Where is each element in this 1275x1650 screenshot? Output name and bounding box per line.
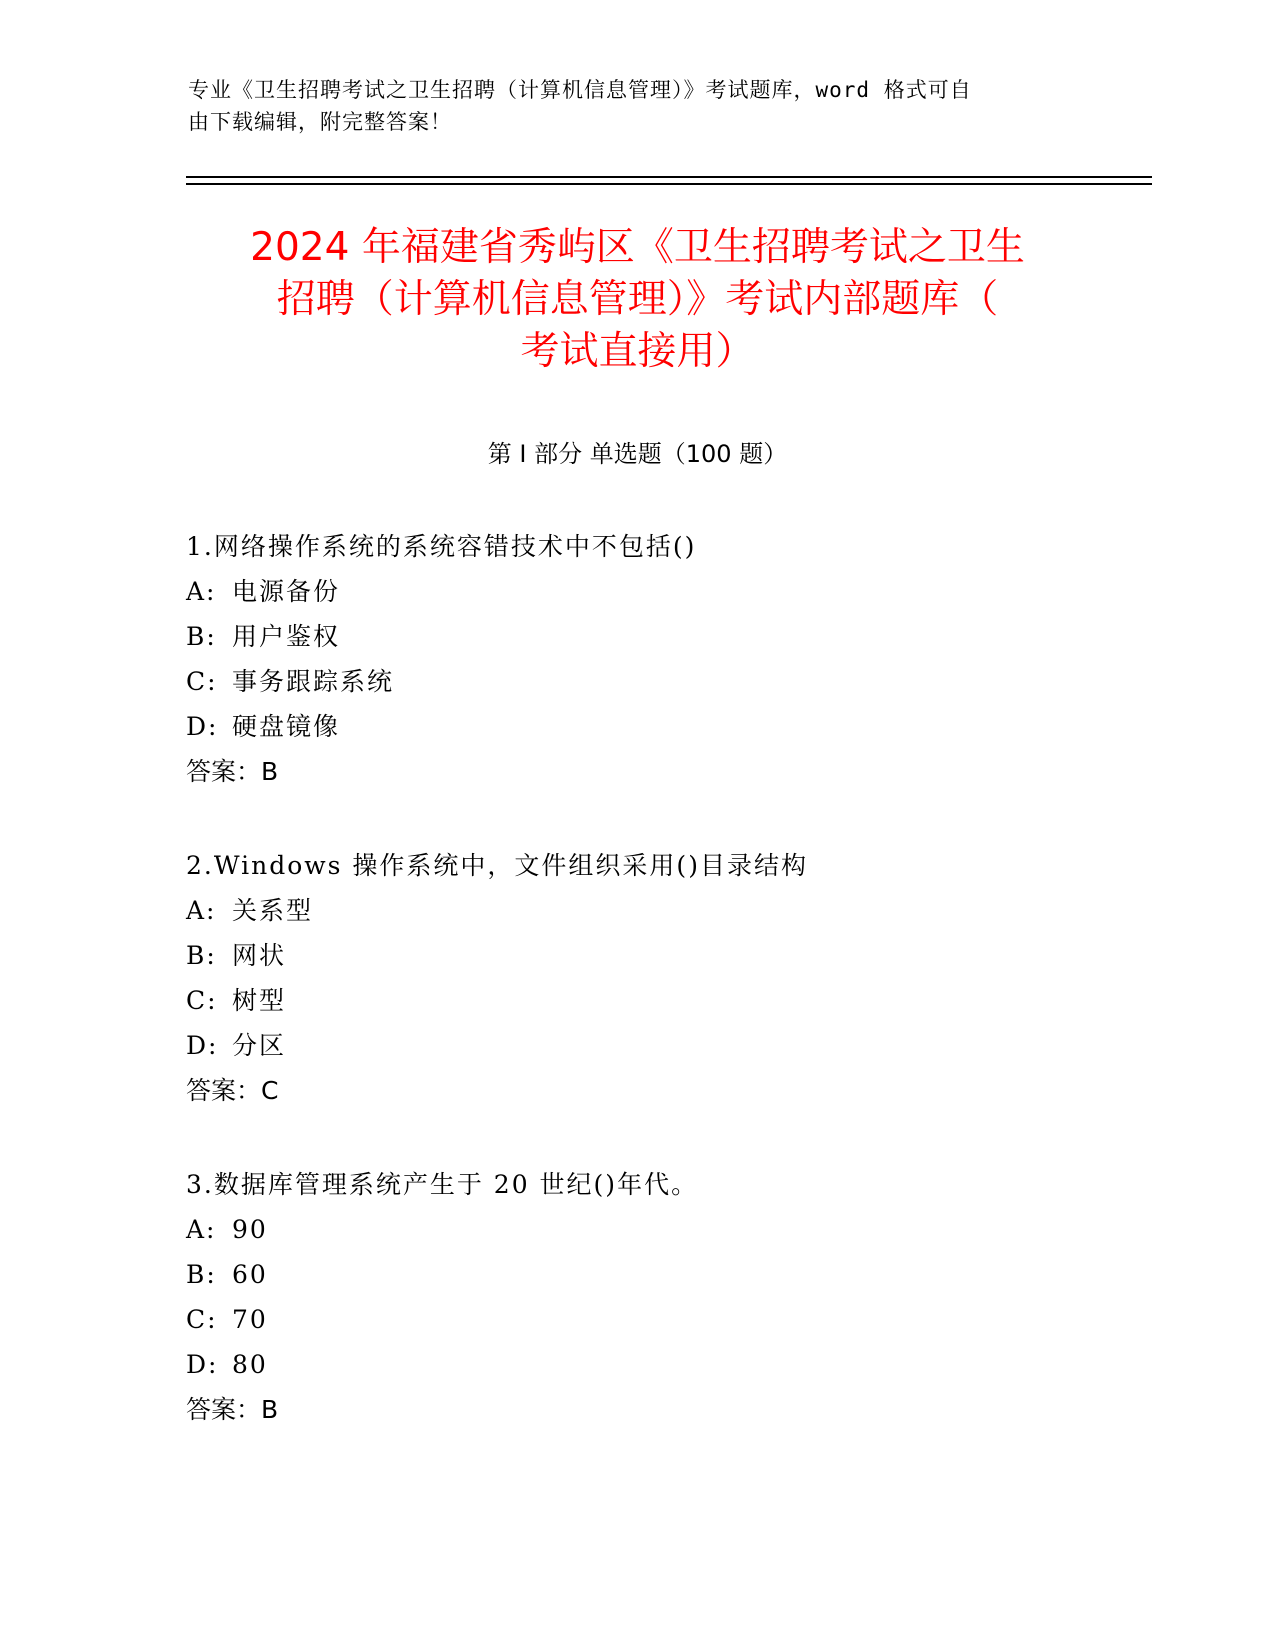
question-stem: 3.数据库管理系统产生于 20 世纪()年代。 (186, 1170, 699, 1199)
option-text: 90 (232, 1215, 268, 1244)
answer-line: 答案：B (186, 757, 279, 786)
option-text: 60 (232, 1260, 268, 1289)
option-d (186, 704, 1086, 749)
option-text: 分区 (232, 1031, 287, 1060)
option-letter: C: (186, 1305, 218, 1334)
document-title-line-3: 考试直接用） (520, 329, 755, 374)
option-letter: D: (186, 1350, 219, 1379)
option-a (186, 569, 1086, 614)
option-letter: B: (186, 622, 217, 651)
option-c (186, 978, 1086, 1023)
option-text: 70 (232, 1305, 268, 1334)
document-title-line-1: 2024 年福建省秀屿区《卫生招聘考试之卫生 (250, 225, 1025, 270)
option-a (186, 888, 1086, 933)
option-b (186, 1252, 1086, 1297)
header-divider-bottom (186, 183, 1152, 185)
option-letter: D: (186, 712, 219, 741)
option-letter: A: (186, 1215, 217, 1244)
question-stem: 2.Windows 操作系统中，文件组织采用()目录结构 (186, 851, 808, 880)
option-d (186, 1023, 1086, 1068)
option-letter: D: (186, 1031, 219, 1060)
option-b (186, 614, 1086, 659)
option-text: 硬盘镜像 (232, 712, 341, 741)
option-text: 电源备份 (232, 577, 341, 606)
answer-line: 答案：B (186, 1395, 279, 1424)
option-a (186, 1207, 1086, 1252)
option-letter: B: (186, 1260, 217, 1289)
question-2 (186, 843, 1086, 1113)
option-letter: B: (186, 941, 217, 970)
option-letter: A: (186, 896, 217, 925)
question-1 (186, 524, 1086, 794)
option-text: 树型 (232, 986, 287, 1015)
option-c (186, 1297, 1086, 1342)
answer-line: 答案：C (186, 1076, 279, 1105)
option-letter: C: (186, 986, 218, 1015)
document-title-line-2: 招聘（计算机信息管理）》考试内部题库（ (276, 277, 999, 322)
option-text: 关系型 (232, 896, 314, 925)
section-title: 第 I 部分 单选题（100 题） (487, 440, 788, 468)
header-divider-top (186, 176, 1152, 178)
option-text: 网状 (232, 941, 287, 970)
option-text: 事务跟踪系统 (232, 667, 395, 696)
header-note (188, 74, 1068, 138)
option-text: 80 (232, 1350, 268, 1379)
document-title (160, 222, 1115, 378)
option-d (186, 1342, 1086, 1387)
option-b (186, 933, 1086, 978)
option-text: 用户鉴权 (232, 622, 341, 651)
option-letter: C: (186, 667, 218, 696)
option-letter: A: (186, 577, 217, 606)
question-3 (186, 1162, 1086, 1432)
header-note-line-2: 由下载编辑，附完整答案！ (188, 110, 452, 134)
header-note-line-1: 专业《卫生招聘考试之卫生招聘（计算机信息管理）》考试题库，word 格式可自 (188, 78, 972, 102)
option-c (186, 659, 1086, 704)
question-stem: 1.网络操作系统的系统容错技术中不包括() (186, 532, 697, 561)
